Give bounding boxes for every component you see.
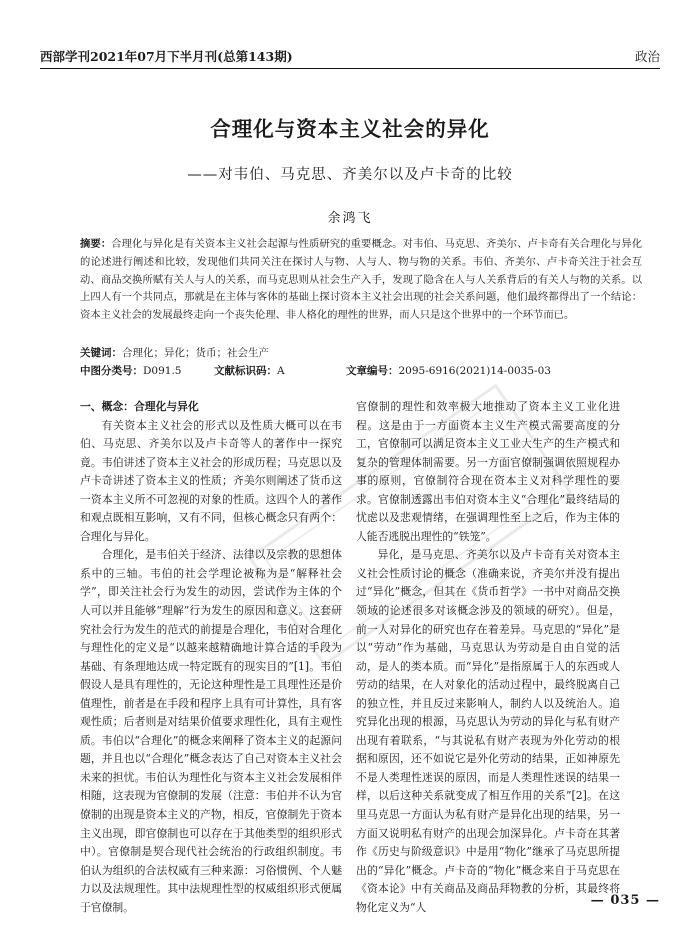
article-subtitle: ——对韦伯、马克思、齐美尔以及卢卡奇的比较 bbox=[187, 167, 513, 183]
document-code: 文献标识码：A bbox=[214, 365, 285, 377]
left-column bbox=[80, 398, 342, 917]
section-heading: 一、概念：合理化与异化 bbox=[80, 400, 199, 413]
clc-number: 中图分类号：D091.5 bbox=[80, 365, 182, 377]
keywords bbox=[80, 345, 642, 360]
running-header bbox=[40, 47, 660, 69]
journal-issue: 西部学刊2021年07月下半月刊(总第143期) bbox=[40, 49, 293, 64]
article-author: 余鸿飞 bbox=[327, 211, 373, 226]
keywords-label: 关键词： bbox=[80, 347, 122, 359]
article-title: 合理化与资本主义社会的异化 bbox=[210, 117, 490, 141]
body-paragraph: 异化，是马克思、齐美尔以及卢卡奇有关对资本主义社会性质讨论的概念（准确来说，齐美尔并没有提出过“异化”概念，但其在《货币哲学》一书中对商品交换领域的论述很多对该概念涉及的领域的研究）。但是，前一人对异化的研究也存在着差异。马克思的“异化”是以“劳动”作为基础，马克思认为劳动是自由自觉的活动，是人的类本质。而“异化”是指原属于人的东西或人劳动的结果，在人对象化的活动过程中，最终脱离自己的独立性，并且反过来影响人，制约人以及统治人。追究异化出现的根源，马克思认为劳动的异化与私有财产出现有着联系，“与其说私有财产表现为外化劳动的根据和原因，还不如说它是外化劳动的结果，正如神原先不是人类理性迷误的原因，而是人类理性迷误的结果一样，以后这种关系就变成了相互作用的关系”[2]。在这里马克思一方面认为私有财产是异化出现的结果，另一方面又说明私有财产的出现会加深异化。卢卡奇在其著作《历史与阶级意识》中是用“物化”继承了马克思所提出的“异化”概念。卢卡奇的“物化”概念来自于马克思在《资本论》中有关商品及商品拜物教的分析，其最终将物化定义为“人 bbox=[356, 548, 620, 914]
header-rule bbox=[40, 68, 660, 69]
section-name: 政治 bbox=[634, 49, 660, 64]
body-paragraph: 官僚制的理性和效率极大地推动了资本主义工业化进程。这是由于一方面资本主义生产模式需要高度的分工，官僚制可以满足资本主义工业大生产的生产模式和复杂的管理体制需要。另一方面官僚制强调依照规程办事的原则，官僚制符合现在资本主义对科学理性的要求。官僚制透露出韦伯对资本主义“合理化”最终结局的忧虑以及悲观情绪，在强调理性至上之后，作为主体的人能否逃脱出理性的“铁笼”。 bbox=[356, 400, 620, 543]
abstract-text: 合理化与异化是有关资本主义社会起源与性质研究的重要概念。对韦伯、马克思、齐美尔、卢卡奇有关合理化与异化的论述进行阐述和比较，发现他们共同关注在探讨人与物、人与人、物与物的关系。韦伯、齐美尔、卢卡奇关注于社会互动、商品交换所赋有关人与人的关系，而马克思则从社会生产入手，发现了隐含在人与人关系背后的有关人与物的关系。以上四人有一个共同点，那就是在主体与客体的基础上探讨资本主义社会出现的社会关系问题，他们最终都得出了一个结论：资本主义社会的发展最终走向一个丧失伦理、非人格化的理性的世界，而人只是这个世界中的一个环节而已。 bbox=[80, 238, 643, 322]
page-number: — 035 — bbox=[590, 893, 660, 908]
body-paragraph: 有关资本主义社会的形式以及性质大概可以在韦伯、马克思、齐美尔以及卢卡奇等人的著作中一探究竟。韦伯讲述了资本主义社会的形成历程；马克思以及卢卡奇讲述了资本主义的性质；齐美尔则阐述了货币这一资本主义所不可忽视的对象的性质。这四个人的著作和观点既相互影响，又有不同，但核心概念只有两个：合理化与异化。 bbox=[80, 418, 342, 543]
abstract bbox=[80, 236, 642, 325]
keywords-text: 合理化；异化；货币；社会生产 bbox=[122, 347, 269, 359]
abstract-label: 摘要： bbox=[80, 238, 112, 250]
article-number: 文章编号：2095-6916(2021)14-0035-03 bbox=[346, 365, 551, 377]
body-paragraph: 合理化，是韦伯关于经济、法律以及宗教的思想体系中的三轴。韦伯的社会学理论被称为是“解释社会学”，即关注社会行为发生的动因，尝试作为主体的个人可以并且能够“理解”行为发生的原因和意义。这套研究社会行为发生的范式的前提是合理化，韦伯对合理化与理性化的定义是“以越来越精确地计算合适的手段为基础、有条理地达成一特定既有的现实目的”[1]。韦伯假设人是具有理性的，无论这种理性是工具理性还是价值理性，前者是在手段和程序上具有可计算性，具有客观性质；后者则是对结果价值要求理性化，具有主观性质。韦伯以“合理化”的概念来阐释了资本主义的起源问题，并且也以“合理化”概念表达了自己对资本主义社会未来的担忧。韦伯认为理性化与资本主义社会发展相伴相随，这表现为官僚制的发展（注意：韦伯并不认为官僚制的出现是资本主义的产物，相反，官僚制先于资本主义出现，即官僚制也可以存在于其他类型的组织形式中）。官僚制是契合现代社会统治的行政组织制度。韦伯认为组织的合法权威有三种来源：习俗惯例、个人魅力以及法规理性。其中法规理性型的权威组织形式便属于官僚制。 bbox=[80, 548, 342, 914]
